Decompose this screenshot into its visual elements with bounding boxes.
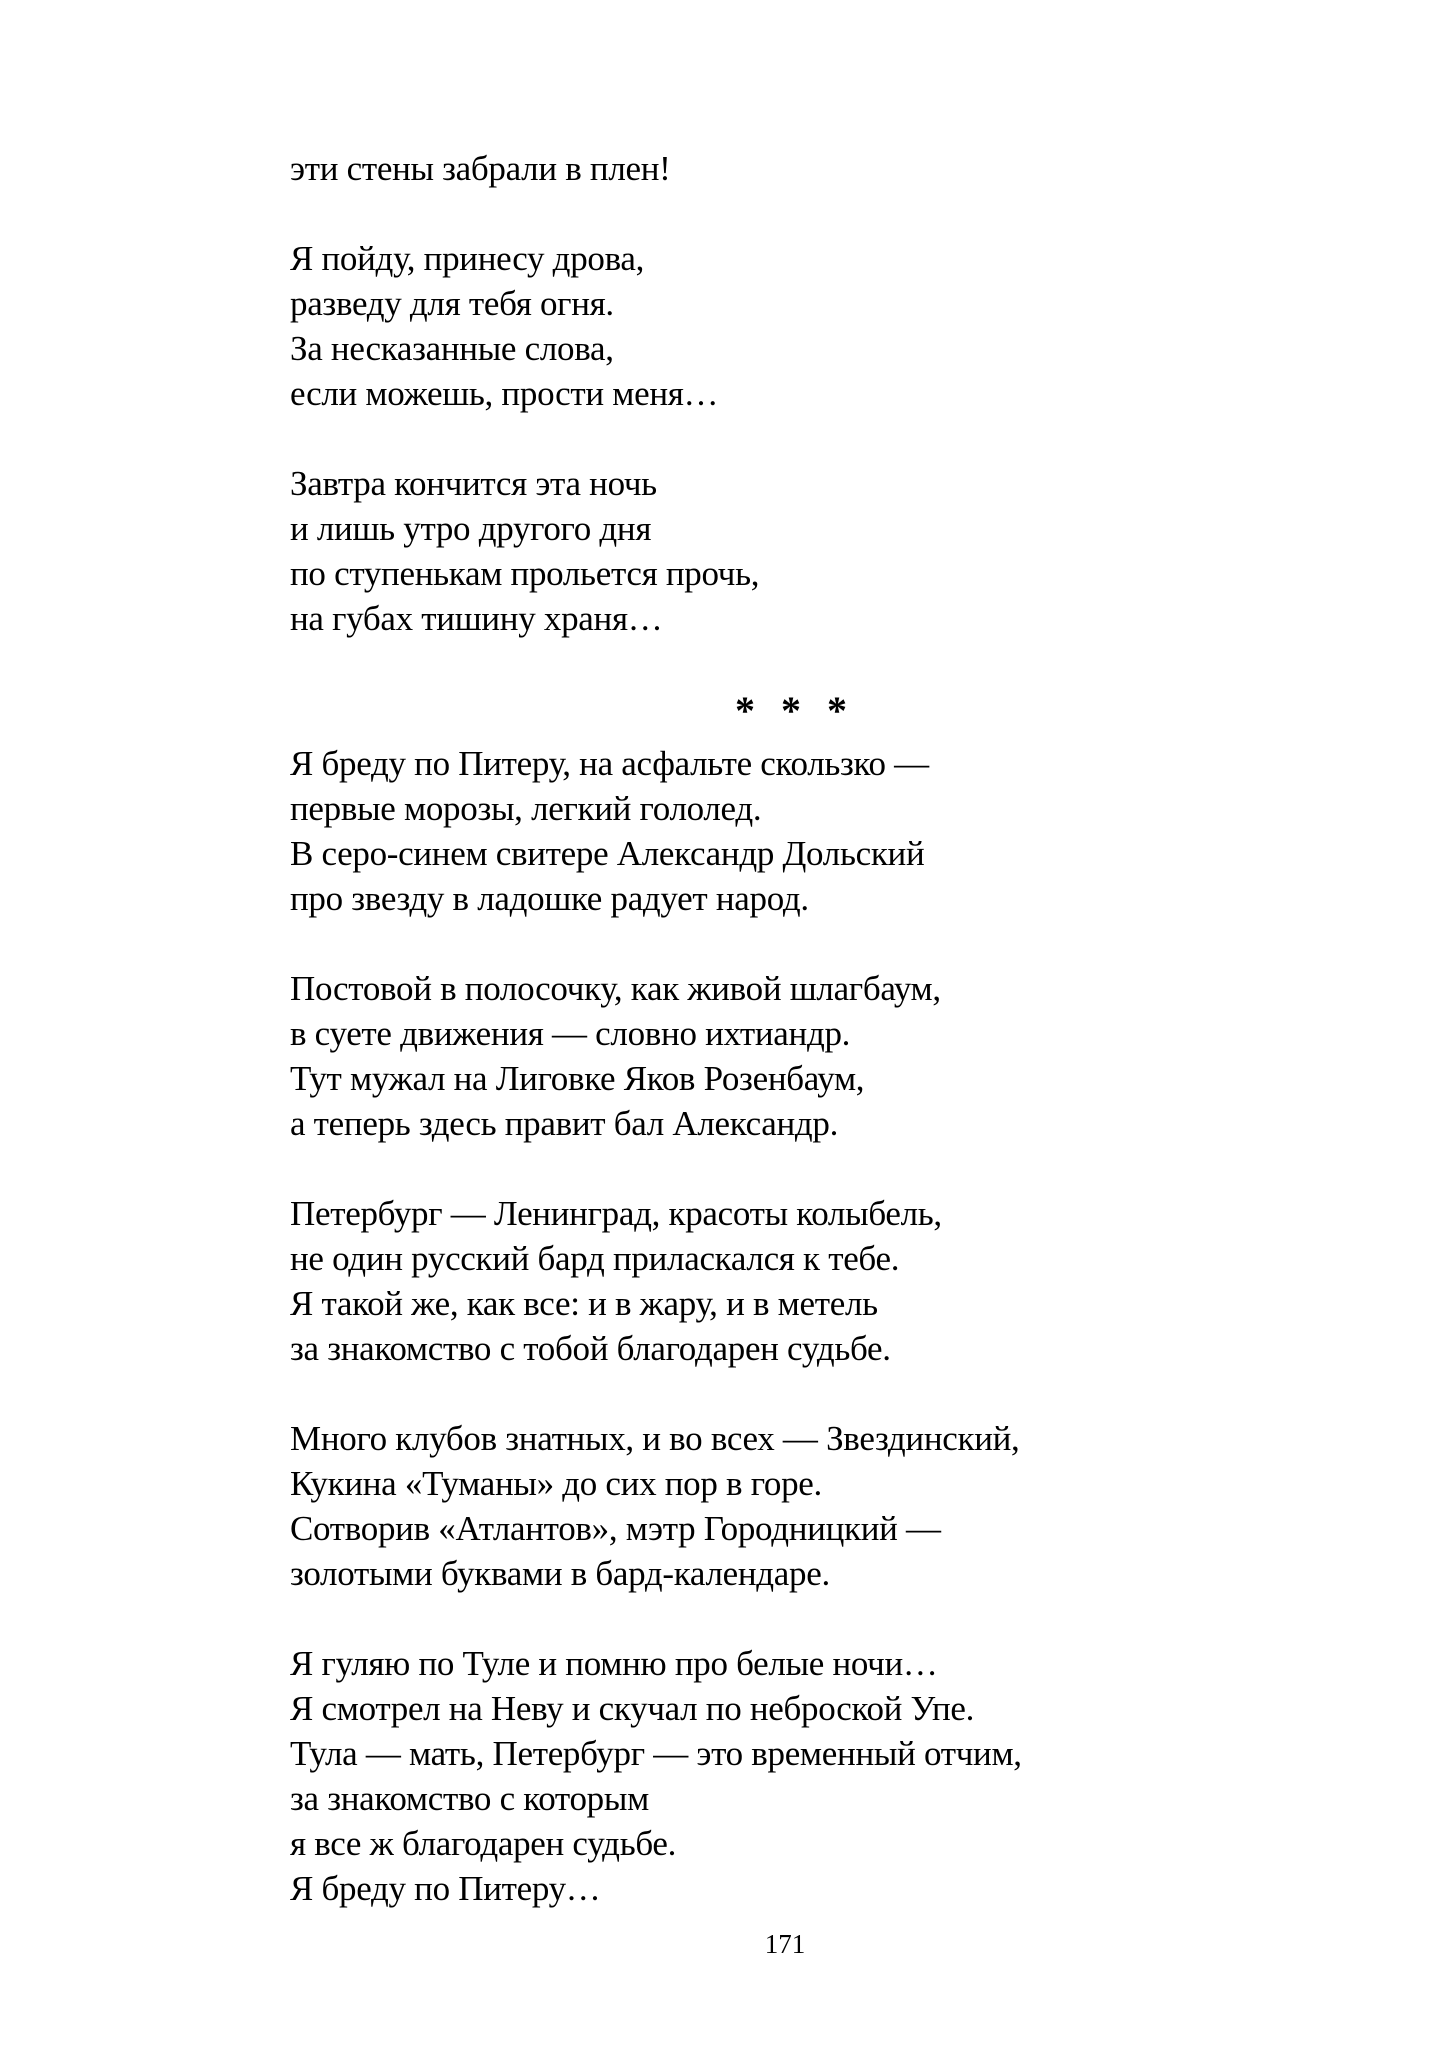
poem-line: эти стены забрали в плен! — [290, 149, 671, 188]
section-separator: * * * — [735, 688, 855, 733]
stanza — [290, 236, 1290, 416]
stanza — [290, 741, 1290, 921]
poem-line: Я бреду по Питеру, на асфальте скользко — — [290, 744, 929, 783]
poem-line: а теперь здесь правит бал Александр. — [290, 1104, 839, 1143]
page-number: 171 — [764, 1929, 806, 1959]
stanza — [290, 1416, 1290, 1596]
poem-line: За несказанные слова, — [290, 329, 614, 368]
poem-line: на губах тишину храня… — [290, 599, 663, 638]
stanza — [290, 461, 1290, 641]
poem-line: Завтра кончится эта ночь — [290, 464, 657, 503]
poem-line: по ступенькам прольется прочь, — [290, 554, 760, 593]
poem-line: и лишь утро другого дня — [290, 509, 652, 548]
poem-line: я все ж благодарен судьбе. — [290, 1824, 677, 1863]
poem-line: Я пойду, принесу дрова, — [290, 239, 645, 278]
poem-line: Я гуляю по Туле и помню про белые ночи… — [290, 1644, 938, 1683]
poem-line: Много клубов знатных, и во всех — Звездинский, — [290, 1419, 1020, 1458]
poem-line: Кукина «Туманы» до сих пор в горе. — [290, 1464, 822, 1503]
stanza — [290, 1641, 1290, 1911]
poem-line: за знакомство с тобой благодарен судьбе. — [290, 1329, 891, 1368]
stanza — [290, 146, 1290, 191]
poem-line: Я бреду по Питеру… — [290, 1869, 601, 1908]
poem-line: Постовой в полосочку, как живой шлагбаум, — [290, 969, 941, 1008]
poem-line: в суете движения — словно ихтиандр. — [290, 1014, 851, 1053]
poem-line: Тут мужал на Лиговке Яков Розенбаум, — [290, 1059, 865, 1098]
poem-line: про звезду в ладошке радует народ. — [290, 879, 809, 918]
poem-line: за знакомство с которым — [290, 1779, 649, 1818]
stanza — [290, 966, 1290, 1146]
poem-line: Сотворив «Атлантов», мэтр Городницкий — — [290, 1509, 941, 1548]
stanza — [290, 1191, 1290, 1371]
poem-line: Петербург — Ленинград, красоты колыбель, — [290, 1194, 942, 1233]
poem-line: Я такой же, как все: и в жару, и в метель — [290, 1284, 878, 1323]
poem-line: Тула — мать, Петербург — это временный отчим, — [290, 1734, 1022, 1773]
poem-line: золотыми буквами в бард-календаре. — [290, 1554, 830, 1593]
poem-piter — [290, 741, 1290, 1956]
poem-line: первые морозы, легкий гололед. — [290, 789, 762, 828]
poem-continuation — [290, 146, 1290, 686]
poem-line: если можешь, прости меня… — [290, 374, 719, 413]
poem-line: не один русский бард приласкался к тебе. — [290, 1239, 900, 1278]
poem-line: В серо-синем свитере Александр Дольский — [290, 834, 925, 873]
poem-line: разведу для тебя огня. — [290, 284, 614, 323]
poem-line: Я смотрел на Неву и скучал по неброской Упе. — [290, 1689, 975, 1728]
